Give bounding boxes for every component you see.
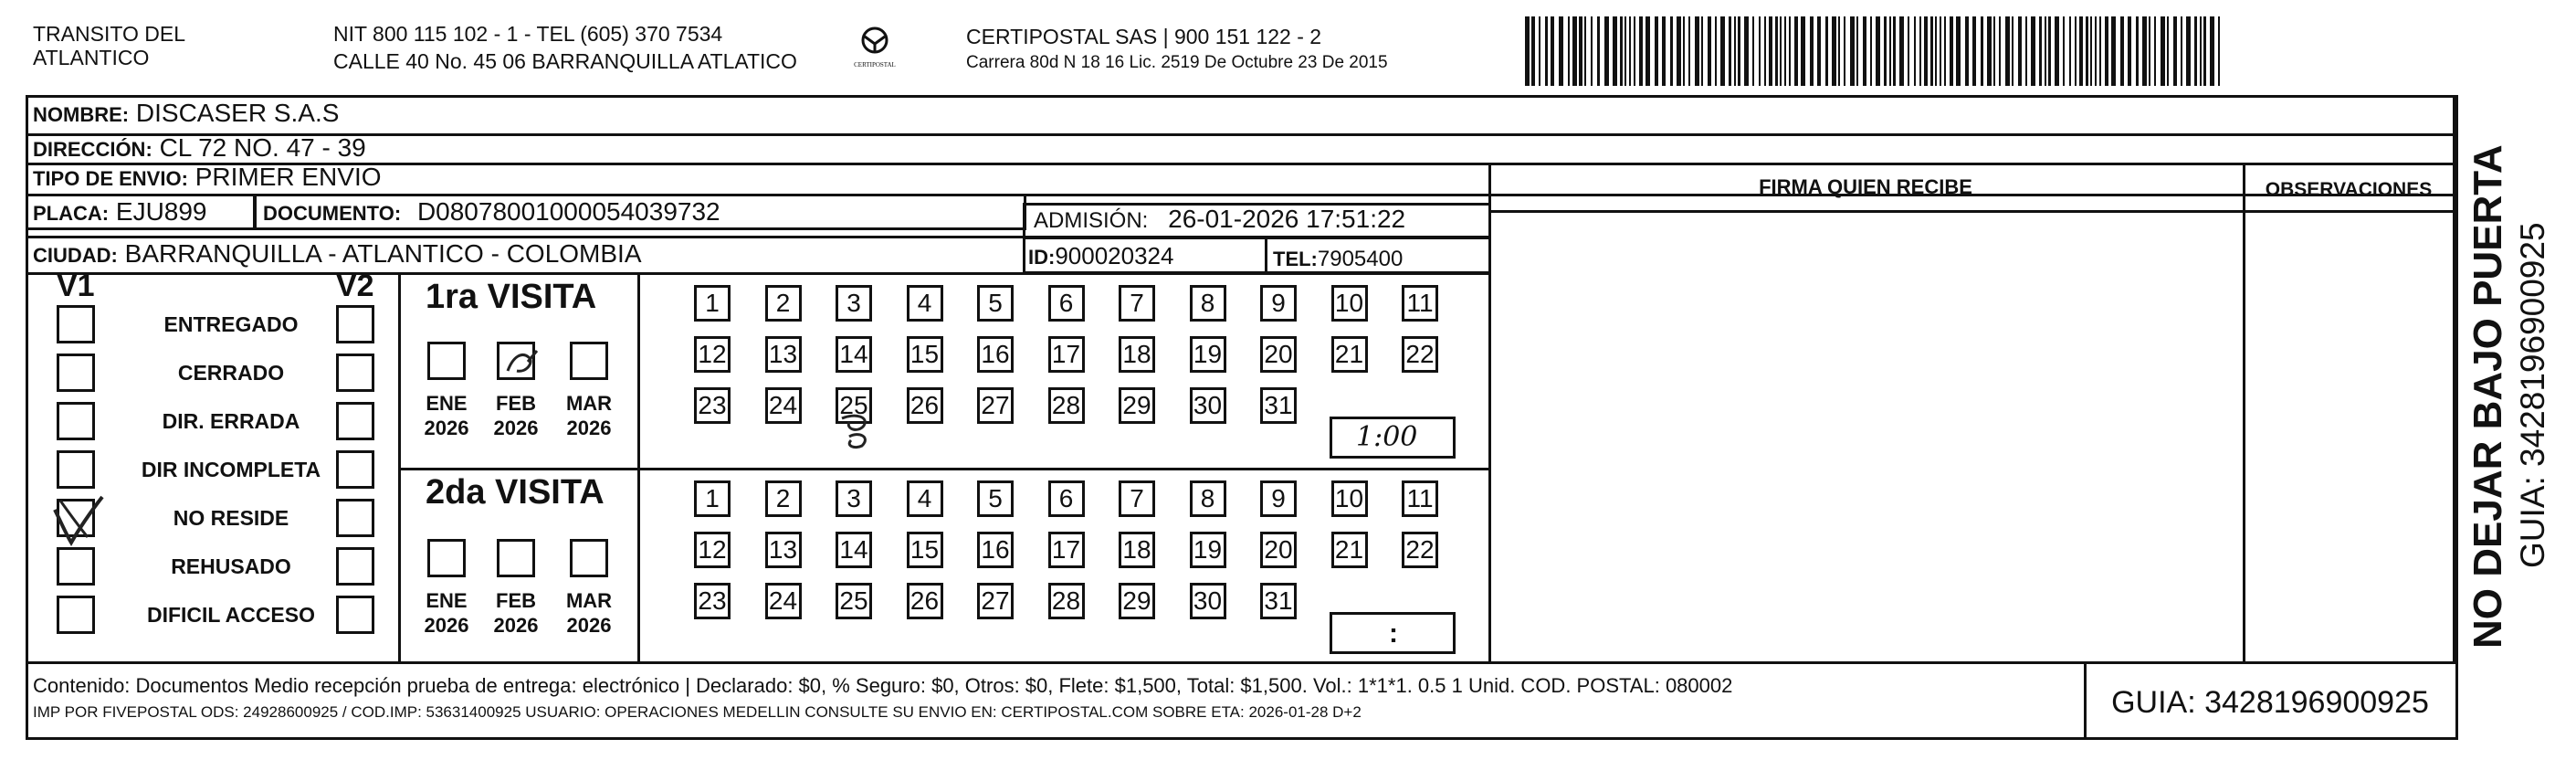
barcode-bar	[1972, 16, 1976, 86]
month-label	[562, 588, 616, 638]
barcode-bar	[2218, 16, 2220, 86]
direccion-label: DIRECCIÓN:	[33, 138, 152, 161]
ciudad-label: CIUDAD:	[33, 244, 118, 267]
barcode-bar	[1801, 16, 1805, 86]
month-name: MAR	[565, 392, 613, 415]
month-name: ENE	[426, 392, 468, 415]
documento-value: D08078001000054039732	[416, 197, 720, 226]
barcode-bar	[1844, 16, 1845, 86]
first-visit-day-8[interactable]: 8	[1190, 285, 1226, 322]
second-visit-day-3[interactable]: 3	[836, 480, 872, 517]
barcode-bar	[1683, 16, 1685, 86]
imp-line: IMP POR FIVEPOSTAL ODS: 24928600925 / COD.IMP: 53631400925 USUARIO: OPERACIONES MEDELLIN CONSULTE SU ENVIO EN: CERTIPOSTAL.COM SOBRE ETA: 2026-01-28 D+2	[33, 703, 1362, 721]
feb-mark-icon	[500, 343, 542, 385]
first-visit-day-27[interactable]: 27	[977, 387, 1014, 424]
barcode-bar	[2200, 16, 2202, 86]
month-label	[489, 588, 543, 638]
barcode-bar	[2055, 16, 2059, 86]
barcode-bar	[1950, 16, 1953, 86]
second-visit-day-30[interactable]: 30	[1190, 583, 1226, 619]
second-visit-day-27[interactable]: 27	[977, 583, 1014, 619]
barcode-bar	[1914, 16, 1916, 86]
barcode-bar	[1870, 16, 1872, 86]
second-visit-day-15[interactable]: 15	[907, 532, 943, 568]
second-visit-month-checkbox-2[interactable]	[570, 539, 608, 577]
first-visit-day-6[interactable]: 6	[1048, 285, 1085, 322]
barcode-bar	[1752, 16, 1754, 86]
v1-checkbox-5[interactable]	[57, 547, 95, 586]
barcode-bar	[1956, 16, 1961, 86]
month-year: 2026	[493, 614, 539, 637]
admision-cell	[1034, 205, 1405, 236]
barcode-bar	[1930, 16, 1933, 86]
barcode-bar	[2181, 16, 2182, 86]
first-visit-day-16[interactable]: 16	[977, 336, 1014, 373]
barcode-bar	[1597, 16, 1600, 86]
barcode-bar	[2194, 16, 2197, 86]
second-visit-day-4[interactable]: 4	[907, 480, 943, 517]
admision-value: 26-01-2026 17:51:22	[1168, 205, 1406, 233]
logo-text: CERTIPOSTAL	[854, 61, 896, 69]
ciudad-value: BARRANQUILLA - ATLANTICO - COLOMBIA	[124, 239, 642, 268]
barcode-bar	[1738, 16, 1740, 86]
barcode-bar	[1720, 16, 1725, 86]
barcode-bar	[1701, 16, 1703, 86]
second-visit-day-23[interactable]: 23	[694, 583, 731, 619]
barcode-bar	[1993, 16, 1995, 86]
barcode-bar	[1965, 16, 1969, 86]
observaciones-area[interactable]	[2246, 214, 2451, 660]
first-visit-day-31[interactable]: 31	[1260, 387, 1297, 424]
barcode-bar	[1889, 16, 1891, 86]
first-visit-day-19[interactable]: 19	[1190, 336, 1226, 373]
barcode-bar	[2048, 16, 2051, 86]
id-value: 900020324	[1055, 242, 1174, 269]
barcode-bar	[2154, 16, 2156, 86]
documento-label: DOCUMENTO:	[263, 202, 402, 225]
first-visit-day-29[interactable]: 29	[1119, 387, 1155, 424]
first-visit-day-2[interactable]: 2	[765, 285, 802, 322]
first-visit-day-17[interactable]: 17	[1048, 336, 1085, 373]
first-visit-day-21[interactable]: 21	[1331, 336, 1368, 373]
first-visit-day-14[interactable]: 14	[836, 336, 872, 373]
barcode-bar	[1613, 16, 1617, 86]
barcode-bar	[1551, 16, 1554, 86]
second-visit-day-22[interactable]: 22	[1402, 532, 1438, 568]
first-visit-month-checkbox-0[interactable]	[427, 342, 466, 380]
barcode-bar	[1935, 16, 1937, 86]
barcode-bar	[1924, 16, 1928, 86]
sender-name	[33, 22, 185, 69]
barcode-bar	[1729, 16, 1731, 86]
ciudad-row	[33, 239, 642, 270]
barcode-bar	[1670, 16, 1673, 86]
v1-checkbox-6[interactable]	[57, 596, 95, 634]
barcode-bar	[1832, 16, 1836, 86]
barcode-bar	[1744, 16, 1749, 86]
barcode-bar	[2086, 16, 2088, 86]
barcode-bar	[2063, 16, 2065, 86]
second-visit-day-13[interactable]: 13	[765, 532, 802, 568]
second-visit-day-11[interactable]: 11	[1402, 480, 1438, 517]
second-visit-day-18[interactable]: 18	[1119, 532, 1155, 568]
firma-header: FIRMA QUIEN RECIBE	[1759, 175, 1972, 198]
barcode-bar	[2075, 16, 2077, 86]
second-visit-month-checkbox-0[interactable]	[427, 539, 466, 577]
barcode-bar	[1545, 16, 1548, 86]
barcode-bar	[1639, 16, 1643, 86]
first-visit-day-28[interactable]: 28	[1048, 387, 1085, 424]
barcode-bar	[1539, 16, 1540, 86]
day-25-mark-icon	[836, 409, 878, 451]
barcode-bar	[2039, 16, 2042, 86]
barcode-bar	[2186, 16, 2191, 86]
barcode-bar	[1884, 16, 1887, 86]
sender-contact	[333, 22, 797, 73]
barcode-bar	[1645, 16, 1650, 86]
barcode-bar	[2173, 16, 2177, 86]
second-visit-day-7[interactable]: 7	[1119, 480, 1155, 517]
month-year: 2026	[424, 417, 469, 439]
second-visit-day-31[interactable]: 31	[1260, 583, 1297, 619]
month-label	[419, 391, 474, 440]
first-visit-day-12[interactable]: 12	[694, 336, 731, 373]
second-visit-day-1[interactable]: 1	[694, 480, 731, 517]
v1-header: V1	[57, 269, 95, 303]
tel-cell	[1273, 243, 1403, 274]
first-visit-day-5[interactable]: 5	[977, 285, 1014, 322]
barcode-bar	[2136, 16, 2139, 86]
barcode-bar	[1708, 16, 1711, 86]
barcode-bar	[2045, 16, 2046, 86]
barcode-bar	[2095, 16, 2097, 86]
side-guia-text: GUIA: 3428196900925	[2514, 222, 2551, 568]
first-visit-day-22[interactable]: 22	[1402, 336, 1438, 373]
barcode-bar	[1810, 16, 1814, 86]
second-visit-day-17[interactable]: 17	[1048, 532, 1085, 568]
contenido-line: Contenido: Documentos Medio recepción prueba de entrega: electrónico | Declarado: $0, % Seguro: $0, Otros: $0, Flete: $1,500, Total: $1,500. Vol.: 1*1*1. 0.5 1 Unid. COD. POSTAL: 080002	[33, 674, 1733, 697]
second-visit-day-21[interactable]: 21	[1331, 532, 1368, 568]
barcode-bar	[1780, 16, 1782, 86]
barcode-bar	[1629, 16, 1631, 86]
guia-box-text: GUIA: 3428196900925	[2111, 685, 2429, 720]
option-label: DIFICIL ACCESO	[146, 603, 315, 627]
first-visit-day-25[interactable]: 25	[836, 387, 872, 424]
first-visit-day-15[interactable]: 15	[907, 336, 943, 373]
second-visit-day-25[interactable]: 25	[836, 583, 872, 619]
barcode-bar	[2069, 16, 2071, 86]
second-visit-day-12[interactable]: 12	[694, 532, 731, 568]
month-label	[562, 391, 616, 440]
barcode-bar	[1764, 16, 1766, 86]
barcode-bar	[1899, 16, 1904, 86]
option-label: REHUSADO	[171, 554, 291, 578]
first-visit-day-23[interactable]: 23	[694, 387, 731, 424]
company-info	[966, 24, 1388, 75]
barcode-bar	[1944, 16, 1946, 86]
first-visit-time-box[interactable]	[1330, 417, 1456, 459]
barcode-bar	[1775, 16, 1778, 86]
nombre-label: NOMBRE:	[33, 103, 130, 126]
barcode-bar	[2012, 16, 2013, 86]
barcode-bar	[1817, 16, 1821, 86]
first-visit-day-4[interactable]: 4	[907, 285, 943, 322]
barcode-bar	[1769, 16, 1772, 86]
barcode-bar	[2005, 16, 2010, 86]
v2-header: V2	[336, 269, 374, 303]
second-visit-day-9[interactable]: 9	[1260, 480, 1297, 517]
barcode-bar	[1908, 16, 1909, 86]
barcode-bar	[1604, 16, 1609, 86]
first-visit-day-10[interactable]: 10	[1331, 285, 1368, 322]
sender-address: CALLE 40 No. 45 06 BARRANQUILLA ATLATICO	[333, 49, 797, 73]
barcode-bar	[2210, 16, 2214, 86]
barcode-bar	[2142, 16, 2147, 86]
barcode-bar	[1695, 16, 1699, 86]
direccion-value: CL 72 NO. 47 - 39	[159, 133, 366, 162]
admision-label: ADMISIÓN:	[1034, 208, 1149, 233]
barcode-bar	[1863, 16, 1866, 86]
barcode-bar	[1759, 16, 1761, 86]
barcode-bar	[1662, 16, 1666, 86]
barcode-bar	[1584, 16, 1586, 86]
barcode-bar	[2128, 16, 2131, 86]
barcode-bar	[1559, 16, 1563, 86]
no-reside-check-icon	[51, 493, 106, 548]
month-year: 2026	[424, 614, 469, 637]
month-year: 2026	[493, 417, 539, 439]
barcode-bar	[1620, 16, 1623, 86]
tipo-envio-label: TIPO DE ENVIO:	[33, 167, 188, 190]
first-visit-time-value: 1:00	[1356, 421, 1418, 453]
barcode-bar	[1825, 16, 1828, 86]
barcode-bar	[1568, 16, 1570, 86]
barcode-bar	[2079, 16, 2083, 86]
second-visit-day-24[interactable]: 24	[765, 583, 802, 619]
barcode-bar	[1919, 16, 1921, 86]
no-dejar-bajo-puerta-text: NO DEJAR BAJO PUERTA	[2466, 144, 2510, 649]
documento-cell	[263, 197, 720, 228]
barcode-bar	[2031, 16, 2035, 86]
id-cell	[1028, 241, 1173, 272]
second-visit-day-20[interactable]: 20	[1260, 532, 1297, 568]
second-visit-day-28[interactable]: 28	[1048, 583, 1085, 619]
month-name: FEB	[496, 392, 536, 415]
barcode-bar	[1715, 16, 1717, 86]
second-visit-day-5[interactable]: 5	[977, 480, 1014, 517]
barcode-bar	[1734, 16, 1736, 86]
month-year: 2026	[566, 417, 612, 439]
id-label: ID:	[1028, 246, 1056, 269]
v1-checkbox-0[interactable]	[57, 305, 95, 343]
second-visit-day-8[interactable]: 8	[1190, 480, 1226, 517]
second-visit-day-10[interactable]: 10	[1331, 480, 1368, 517]
barcode-bar	[2161, 16, 2165, 86]
barcode-bar	[2149, 16, 2150, 86]
barcode-bar	[1525, 16, 1530, 86]
barcode-bar	[1794, 16, 1798, 86]
direccion-row	[33, 133, 366, 164]
barcode-bar	[2105, 16, 2108, 86]
second-visit-day-19[interactable]: 19	[1190, 532, 1226, 568]
tel-value: 7905400	[1317, 247, 1404, 271]
placa-label: PLACA:	[33, 202, 110, 225]
placa-cell	[33, 197, 207, 228]
barcode-bar	[1624, 16, 1626, 86]
barcode-bar	[1572, 16, 1577, 86]
barcode	[1525, 16, 2228, 88]
company-license: Carrera 80d N 18 16 Lic. 2519 De Octubre 23 De 2015	[966, 53, 1388, 72]
company-name: CERTIPOSTAL SAS | 900 151 122 - 2	[966, 25, 1322, 48]
month-label	[419, 588, 474, 638]
barcode-bar	[1856, 16, 1858, 86]
option-label: ENTREGADO	[163, 312, 299, 336]
barcode-bar	[1634, 16, 1635, 86]
certipostal-logo	[847, 24, 902, 69]
first-visit-title: 1ra VISITA	[426, 278, 597, 316]
barcode-bar	[2099, 16, 2101, 86]
month-name: FEB	[496, 589, 536, 612]
barcode-bar	[2167, 16, 2169, 86]
barcode-bar	[1789, 16, 1791, 86]
barcode-bar	[1531, 16, 1535, 86]
sender-line-2: ATLANTICO	[33, 46, 150, 69]
first-visit-day-18[interactable]: 18	[1119, 336, 1155, 373]
nombre-value: DISCASER S.A.S	[135, 99, 340, 127]
first-visit-day-11[interactable]: 11	[1402, 285, 1438, 322]
first-visit-day-9[interactable]: 9	[1260, 285, 1297, 322]
v1-checkbox-3[interactable]	[57, 450, 95, 489]
second-visit-time-box[interactable]	[1330, 612, 1456, 654]
second-visit-day-14[interactable]: 14	[836, 532, 872, 568]
barcode-bar	[1987, 16, 1992, 86]
first-visit-day-7[interactable]: 7	[1119, 285, 1155, 322]
envelope-logo-icon	[847, 24, 902, 57]
second-visit-day-2[interactable]: 2	[765, 480, 802, 517]
second-visit-day-16[interactable]: 16	[977, 532, 1014, 568]
barcode-bar	[1784, 16, 1786, 86]
barcode-bar	[1981, 16, 1983, 86]
first-visit-day-26[interactable]: 26	[907, 387, 943, 424]
first-visit-day-1[interactable]: 1	[694, 285, 731, 322]
second-visit-day-29[interactable]: 29	[1119, 583, 1155, 619]
barcode-bar	[1591, 16, 1593, 86]
second-visit-month-checkbox-1[interactable]	[497, 539, 535, 577]
barcode-bar	[1850, 16, 1855, 86]
barcode-bar	[1688, 16, 1690, 86]
barcode-bar	[2025, 16, 2027, 86]
sender-line-1: TRANSITO DEL	[33, 22, 185, 46]
barcode-bar	[2090, 16, 2092, 86]
month-name: MAR	[565, 589, 613, 612]
first-visit-day-30[interactable]: 30	[1190, 387, 1226, 424]
barcode-bar	[2111, 16, 2116, 86]
v1-checkbox-1[interactable]	[57, 354, 95, 392]
first-visit-day-24[interactable]: 24	[765, 387, 802, 424]
barcode-bar	[2203, 16, 2206, 86]
second-visit-time-value: :	[1389, 618, 1398, 649]
barcode-bar	[1677, 16, 1681, 86]
month-year: 2026	[566, 614, 612, 637]
nombre-row	[33, 99, 339, 130]
barcode-bar	[2120, 16, 2124, 86]
barcode-bar	[1893, 16, 1896, 86]
firma-area[interactable]	[1492, 214, 2241, 660]
option-label: NO RESIDE	[173, 506, 289, 530]
option-label: DIR INCOMPLETA	[141, 458, 321, 481]
barcode-bar	[1579, 16, 1582, 86]
second-visit-day-26[interactable]: 26	[907, 583, 943, 619]
sender-nit: NIT 800 115 102 - 1 - TEL (605) 370 7534	[333, 22, 723, 46]
first-visit-day-20[interactable]: 20	[1260, 336, 1297, 373]
observaciones-header: OBSERVACIONES	[2265, 179, 2433, 200]
barcode-bar	[1876, 16, 1880, 86]
month-label	[489, 391, 543, 440]
first-visit-day-3[interactable]: 3	[836, 285, 872, 322]
barcode-bar	[2018, 16, 2022, 86]
second-visit-day-6[interactable]: 6	[1048, 480, 1085, 517]
month-name: ENE	[426, 589, 468, 612]
barcode-bar	[1838, 16, 1840, 86]
placa-value: EJU899	[115, 197, 207, 226]
tipo-envio-row	[33, 163, 382, 194]
v1-checkbox-2[interactable]	[57, 402, 95, 440]
option-label: CERRADO	[177, 361, 285, 385]
first-visit-day-13[interactable]: 13	[765, 336, 802, 373]
tel-label: TEL:	[1273, 248, 1318, 270]
option-label: DIR. ERRADA	[162, 409, 300, 433]
tipo-envio-value: PRIMER ENVIO	[195, 163, 382, 191]
barcode-bar	[1655, 16, 1658, 86]
barcode-bar	[1999, 16, 2001, 86]
second-visit-title: 2da VISITA	[426, 473, 605, 512]
first-visit-month-checkbox-2[interactable]	[570, 342, 608, 380]
barcode-bar	[1940, 16, 1941, 86]
